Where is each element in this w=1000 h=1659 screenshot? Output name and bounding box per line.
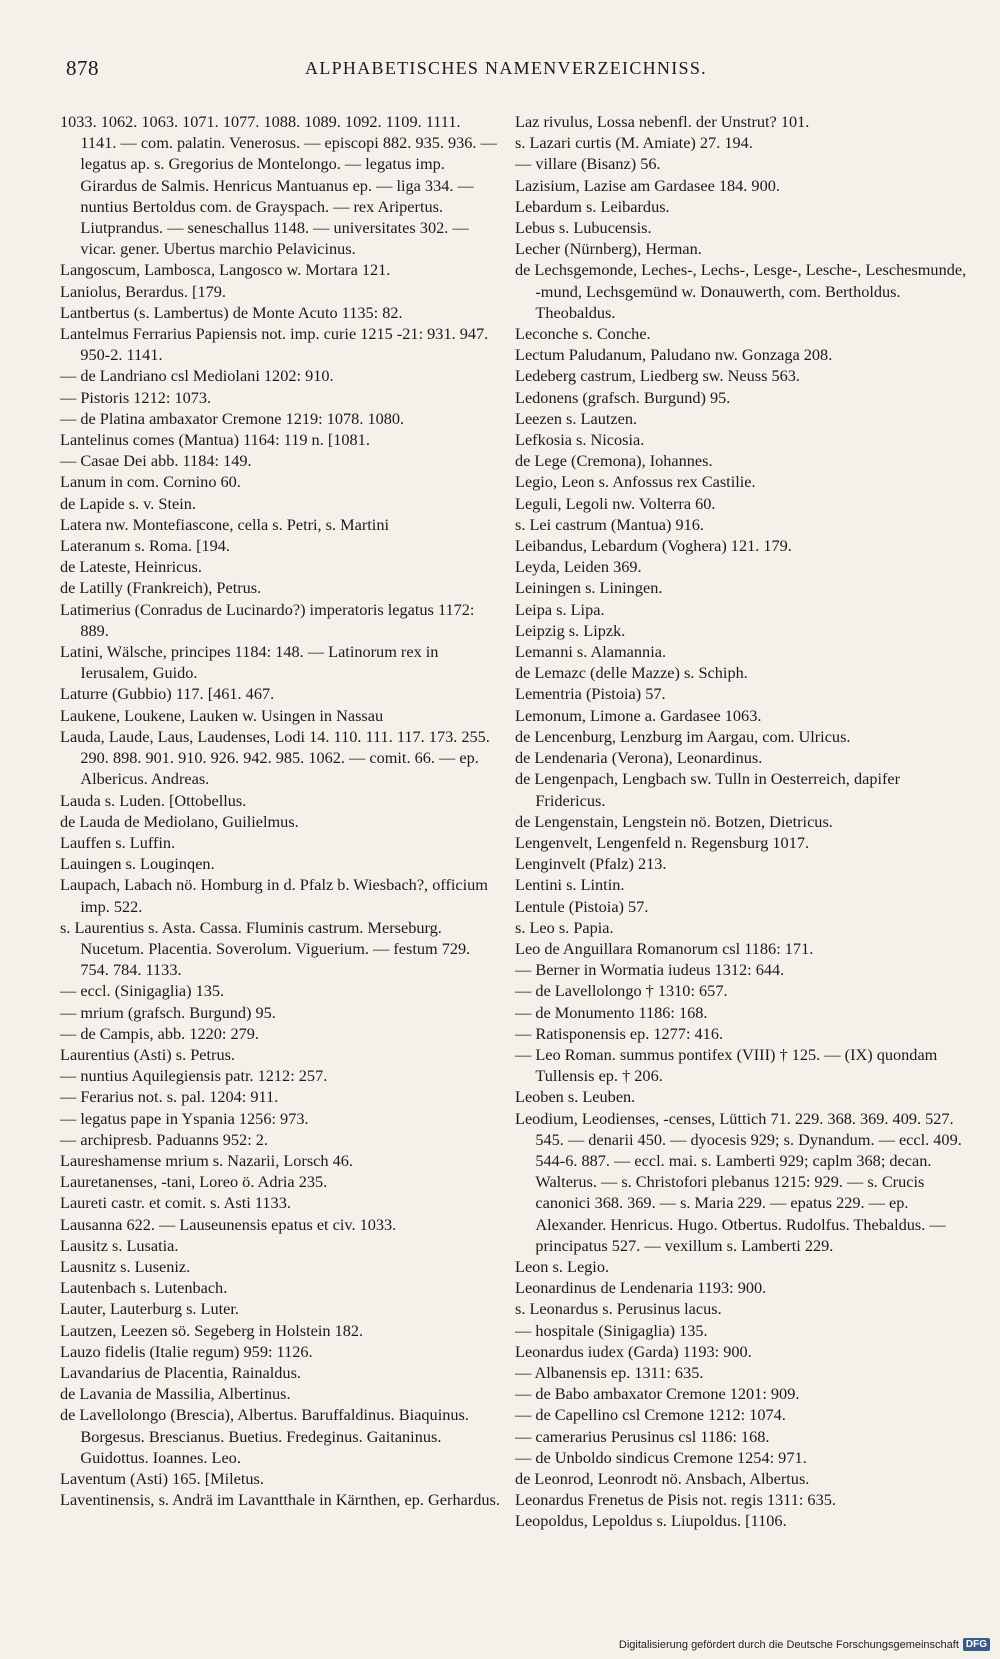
index-entry: Laventum (Asti) 165. [Miletus. (60, 1469, 264, 1488)
index-entry: Latimerius (Conradus de Lucinardo?) imperatoris legatus 1172: 889. (60, 599, 475, 640)
index-entry: — Casae Dei abb. 1184: 149. (60, 451, 252, 471)
index-entry: Laureshamense mrium s. Nazarii, Lorsch 46. (60, 1150, 353, 1170)
page-header (66, 56, 946, 86)
index-entry: — de Babo ambaxator Cremone 1201: 909. (515, 1384, 800, 1404)
index-entry: Lenginvelt (Pfalz) 213. (515, 854, 667, 874)
index-entry: — de Unboldo sindicus Cremone 1254: 971. (515, 1447, 807, 1467)
index-entry: de Lechsgemonde, Leches-, Lechs-, Lesge-, Lesche-, Leschesmunde, -mund, Lechsgemünd w. Donauwerth, com. Bertholdus. Theobaldus. (515, 260, 967, 322)
index-entry: — hospitale (Sinigaglia) 135. (515, 1320, 708, 1340)
index-entry: Leoben s. Leuben. (515, 1087, 636, 1107)
index-entry: de Lauda de Mediolano, Guilielmus. (60, 811, 299, 831)
index-entry: — de Monumento 1186: 168. (515, 1002, 708, 1022)
index-entry: Lengenvelt, Lengenfeld n. Regensburg 1017. (515, 832, 810, 852)
index-entry: Lauffen s. Luffin. (60, 832, 176, 852)
index-entry: — Ferarius not. s. pal. 1204: 911. (60, 1087, 279, 1107)
index-entry: de Lendenaria (Verona), Leonardinus. (515, 748, 763, 768)
index-entry: — eccl. (Sinigaglia) 135. (60, 981, 225, 1001)
index-entry: — archipresb. Paduanns 952: 2. (60, 1129, 268, 1149)
index-entry: Lebus s. Lubucensis. (515, 218, 652, 238)
index-entry: Lefkosia s. Nicosia. (515, 430, 645, 450)
index-entry: de Latilly (Frankreich), Petrus. (60, 578, 262, 598)
index-entry: Langoscum, Lambosca, Langosco w. Mortara 121. (60, 260, 391, 280)
index-entry: Lementria (Pistoia) 57. (515, 684, 666, 704)
index-entry: Lausnitz s. Luseniz. (60, 1256, 191, 1276)
index-entry: — de Platina ambaxator Cremone 1219: 1078. 1080. (60, 408, 405, 428)
index-entry: Lauzo fidelis (Italie regum) 959: 1126. (60, 1341, 313, 1361)
index-entry: Lauda s. Luden. [Ottobellus. (60, 790, 247, 810)
index-entry: Leo de Anguillara Romanorum csl 1186: 171. (515, 938, 814, 958)
index-entry: de Lencenburg, Lenzburg im Aargau, com. Ulricus. (515, 726, 851, 746)
index-entry: Lentule (Pistoia) 57. (515, 896, 649, 916)
index-entry: de Lemazc (delle Mazze) s. Schiph. (515, 663, 748, 683)
index-entry: Laurentius (Asti) s. Petrus. (60, 1044, 235, 1064)
index-entry: Lausanna 622. — Lauseunensis epatus et civ. 1033. (60, 1214, 397, 1234)
index-entry: Lautenbach s. Lutenbach. (60, 1278, 228, 1298)
index-entry: de Lateste, Heinricus. (60, 557, 202, 577)
index-entry: Lazisium, Lazise am Gardasee 184. 900. (515, 175, 780, 195)
index-entry: Leibandus, Lebardum (Voghera) 121. 179. (515, 536, 792, 556)
index-entry: Lauretanenses, -tani, Loreo ö. Adria 235. (60, 1172, 328, 1192)
index-entry: Lantelinus comes (Mantua) 1164: 119 n. [1081. (60, 430, 370, 450)
index-entry: Leonardinus de Lendenaria 1193: 900. (515, 1278, 767, 1298)
index-entry: Leonardus iudex (Garda) 1193: 900. (515, 1341, 752, 1361)
index-entry: — de Campis, abb. 1220: 279. (60, 1023, 259, 1043)
index-entry: Leipzig s. Lipzk. (515, 620, 626, 640)
index-entry: Lauter, Lauterburg s. Luter. (60, 1299, 239, 1319)
index-entry: Latera nw. Montefiascone, cella s. Petri, s. Martini (60, 514, 389, 534)
dfg-logo: DFG (963, 1638, 990, 1651)
index-entry: Leguli, Legoli nw. Volterra 60. (515, 493, 716, 513)
index-entry: de Lavania de Massilia, Albertinus. (60, 1384, 291, 1404)
index-entry: Legio, Leon s. Anfossus rex Castilie. (515, 472, 756, 492)
index-entry: s. Leo s. Papia. (515, 917, 614, 937)
right-column (515, 111, 967, 1581)
index-entry: Laureti castr. et comit. s. Asti 1133. (60, 1193, 291, 1213)
digitization-credit: Digitalisierung gefördert durch die Deutsche Forschungsgemeinschaft (618, 1638, 959, 1651)
index-entry: Leezen s. Lautzen. (515, 408, 638, 428)
index-entry: Leiningen s. Liningen. (515, 578, 663, 598)
page-number: 878 (66, 56, 99, 80)
running-title: ALPHABETISCHES NAMENVERZEICHNISS. (305, 58, 707, 78)
index-entry: s. Lazari curtis (M. Amiate) 27. 194. (515, 133, 753, 153)
index-entry: Lemonum, Limone a. Gardasee 1063. (515, 705, 762, 725)
index-entry: — de Lavellolongo † 1310: 657. (515, 981, 728, 1001)
index-entry: — Leo Roman. summus pontifex (VIII) † 125. — (IX) quondam Tullensis ep. † 206. (515, 1044, 938, 1086)
index-entry: Laventinensis, s. Andrä im Lavantthale in Kärnthen, ep. Gerhardus. (60, 1490, 500, 1510)
index-entry: — nuntius Aquilegiensis patr. 1212: 257. (60, 1066, 328, 1086)
index-entry: — Ratisponensis ep. 1277: 416. (515, 1023, 724, 1043)
index-entry: Laz rivulus, Lossa nebenfl. der Unstrut? 101. (515, 112, 810, 131)
index-entry: Leon s. Legio. (515, 1256, 610, 1276)
index-entry: — Pistoris 1212: 1073. (60, 387, 212, 407)
index-entry: Lausitz s. Lusatia. (60, 1235, 179, 1255)
index-entry: Lanum in com. Cornino 60. (60, 472, 241, 492)
footer (619, 1638, 990, 1651)
index-entry: — de Landriano csl Mediolani 1202: 910. (60, 366, 334, 386)
index-entry: — Albanensis ep. 1311: 635. (515, 1362, 704, 1382)
index-entry: Laniolus, Berardus. [179. (60, 281, 226, 301)
index-entry: de Lengenstain, Lengstein nö. Botzen, Dietricus. (515, 811, 833, 831)
index-entry: Leopoldus, Lepoldus s. Liupoldus. [1106. (515, 1511, 787, 1531)
index-entry: s. Laurentius s. Asta. Cassa. Fluminis castrum. Merseburg. Nucetum. Placentia. Soverolum. Viguerium. — festum 729. 754. 784. 1133. (60, 917, 471, 980)
index-entry: Lautzen, Leezen sö. Segeberg in Holstein 182. (60, 1320, 364, 1340)
index-entry: Lantbertus (s. Lambertus) de Monte Acuto 1135: 82. (60, 302, 403, 322)
index-entry: 1033. 1062. 1063. 1071. 1077. 1088. 1089. 1092. 1109. 1111. 1141. — com. palatin. Venerosus. — episcopi 882. 935. 936. — legatus ap. s. Gregorius de Montelongo. — legatus imp. Girardus de Salmis. Henricus Mantuanus ep. — liga 334. — nuntius Bertoldus com. de Grayspach. — rex Aripertus. Liutprandus. — seneschallus 1148. — universitates 302. — vicar. gener. Ubertus marchio Pelavicinus. (60, 112, 497, 259)
index-entry: Leyda, Leiden 369. (515, 557, 642, 577)
index-entry: Lauingen s. Louginqen. (60, 854, 215, 874)
index-entry: de Leonrod, Leonrodt nö. Ansbach, Albertus. (515, 1469, 810, 1488)
index-entry: — villare (Bisanz) 56. (515, 154, 661, 174)
index-entry: Lavandarius de Placentia, Rainaldus. (60, 1362, 301, 1382)
index-entry: Lebardum s. Leibardus. (515, 196, 670, 216)
index-entry: Lantelmus Ferrarius Papiensis not. imp. curie 1215 -21: 931. 947. 950-2. 1141. (60, 324, 489, 365)
index-entry: Latini, Wälsche, principes 1184: 148. — Latinorum rex in Ierusalem, Guido. (60, 642, 439, 683)
index-entry: Ledeberg castrum, Liedberg sw. Neuss 563. (515, 366, 801, 386)
index-entry: — de Capellino csl Cremone 1212: 1074. (515, 1405, 786, 1425)
index-entry: Lateranum s. Roma. [194. (60, 536, 231, 556)
index-entry: — legatus pape in Yspania 1256: 973. (60, 1108, 309, 1128)
index-entry: — camerarius Perusinus csl 1186: 168. (515, 1426, 770, 1446)
index-entry: Lauda, Laude, Laus, Laudenses, Lodi 14. 110. 111. 117. 173. 255. 290. 898. 901. 910. 926. 942. 985. 1062. — comit. 66. — ep. Albericus. Andreas. (60, 726, 490, 789)
index-entry: Laturre (Gubbio) 117. [461. 467. (60, 684, 275, 704)
index-entry: Lemanni s. Alamannia. (515, 642, 667, 662)
left-column (60, 111, 500, 1581)
index-entry: Leconche s. Conche. (515, 324, 651, 344)
index-entry: s. Lei castrum (Mantua) 916. (515, 514, 704, 534)
index-entry: Laukene, Loukene, Lauken w. Usingen in Nassau (60, 705, 384, 725)
index-entry: Leipa s. Lipa. (515, 599, 605, 619)
index-entry: — mrium (grafsch. Burgund) 95. (60, 1002, 276, 1022)
index-entry: Lentini s. Lintin. (515, 875, 625, 895)
index-entry: de Lavellolongo (Brescia), Albertus. Baruffaldinus. Biaquinus. Borgesus. Brescianus. Buetius. Fredeginus. Gaitaninus. Guidottus. Ioannes. Leo. (60, 1405, 469, 1467)
index-entry: de Lapide s. v. Stein. (60, 493, 196, 513)
index-entry: s. Leonardus s. Perusinus lacus. (515, 1299, 722, 1319)
index-entry: Lectum Paludanum, Paludano nw. Gonzaga 208. (515, 345, 833, 365)
index-entry: de Lege (Cremona), Iohannes. (515, 451, 713, 471)
index-entry: — Berner in Wormatia iudeus 1312: 644. (515, 960, 785, 980)
index-entry: Leonardus Frenetus de Pisis not. regis 1311: 635. (515, 1490, 836, 1510)
index-entry: Laupach, Labach nö. Homburg in d. Pfalz b. Wiesbach?, officium imp. 522. (60, 875, 488, 916)
index-entry: Ledonens (grafsch. Burgund) 95. (515, 387, 731, 407)
index-entry: Lecher (Nürnberg), Herman. (515, 239, 702, 259)
index-entry: de Lengenpach, Lengbach sw. Tulln in Oesterreich, dapifer Fridericus. (515, 769, 901, 810)
index-entry: Leodium, Leodienses, -censes, Lüttich 71. 229. 368. 369. 409. 527. 545. — denarii 450. — dyocesis 929; s. Dynandum. — eccl. 409. 544-6. 887. — eccl. mai. s. Lamberti 929; caplm 368; decan. Walterus. — s. Christofori plebanus 1215: 929. — s. Crucis canonici 368. 369. — s. Maria 229. — epatus 229. — ep. Alexander. Henricus. Hugo. Otbertus. Rudolfus. Thebaldus. — principatus 527. — vexillum s. Lamberti 229. (515, 1108, 962, 1255)
